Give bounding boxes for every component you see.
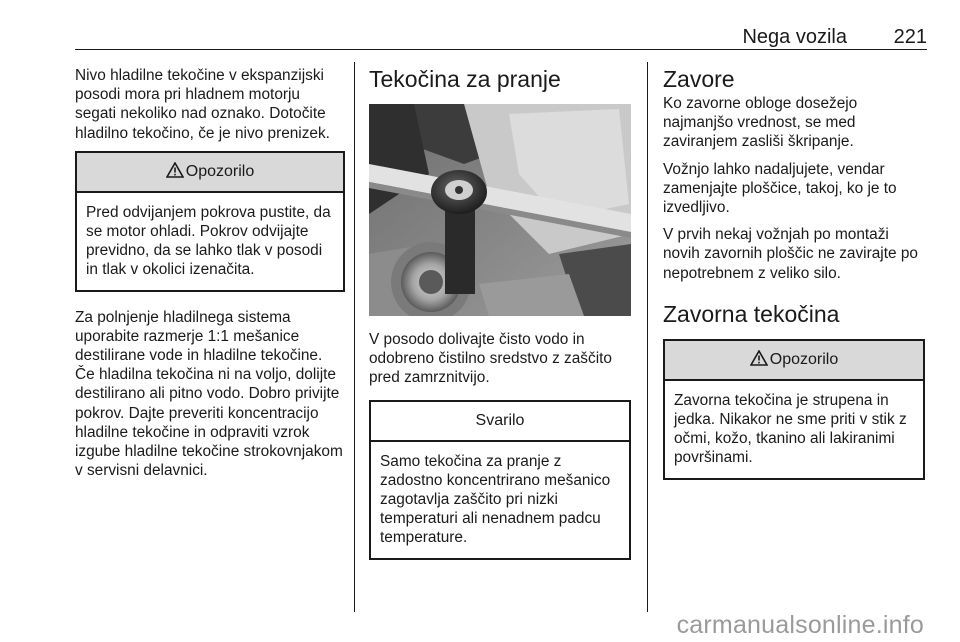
brake-warning-text: Zavorna tekočina je strupena in jedka. Nikakor ne sme priti v stik z očmi, kožo, tkanino ali lakiranimi površinami. <box>674 391 907 467</box>
warning-triangle-icon <box>750 350 768 366</box>
column-1 <box>75 66 345 488</box>
column-divider-2 <box>647 62 648 612</box>
page-number: 221 <box>893 26 927 48</box>
brake-pads-paragraph: Ko zavorne obloge dosežejo najmanjšo vrednost, se med zaviranjem zasliši škripanje. <box>663 95 858 151</box>
warning-header <box>77 153 343 193</box>
header-rule <box>75 49 927 50</box>
warning-text: Pred odvijanjem pokrova pustite, da se motor ohladi. Pokrov odvijajte previdno, da se lahko tlak v posodi in tlak v okolici izenačita. <box>86 203 331 279</box>
warning-triangle-icon <box>166 162 184 178</box>
brake-fluid-heading: Zavorna tekočina <box>663 300 840 327</box>
section-title: Nega vozila <box>742 26 847 48</box>
page-header <box>75 26 927 50</box>
watermark: carmanualsonline.info <box>676 611 924 639</box>
washer-fluid-heading: Tekočina za pranje <box>369 66 561 92</box>
warning-title: Opozorilo <box>185 162 255 180</box>
washer-fluid-paragraph: V posodo dolivajte čisto vodo in odobreno čistilno sredstvo z zaščito pred zamrznitvijo. <box>369 331 612 387</box>
notice-title: Svarilo <box>371 402 629 442</box>
coolant-fill-paragraph: Za polnjenje hladilnega sistema uporabite razmerje 1:1 mešanice destilirane vode in hladilne tekočine. Če hladilna tekočina ni na voljo, dolijte destilirano ali pitno vodo. Dobro privijte pokrov. Dajte preveriti koncentracijo hladilne tekočine in odpraviti vzrok izgube hladilne tekočine strokovnjakom v servisni delavnici. <box>75 308 343 480</box>
continue-driving-paragraph: Vožnjo lahko nadaljujete, vendar zamenjajte ploščice, takoj, ko je to izvedljivo. <box>663 160 897 217</box>
washer-fluid-reservoir-photo <box>369 104 631 316</box>
brake-warning-header <box>665 341 923 381</box>
brake-warning-title: Opozorilo <box>769 350 839 368</box>
new-pads-paragraph: V prvih nekaj vožnjah po montaži novih zavornih ploščic ne zavirajte po nepotrebnem z veliko silo. <box>663 226 918 282</box>
column-divider-1 <box>354 62 355 612</box>
brake-warning-box <box>663 339 925 480</box>
warning-box <box>75 151 345 292</box>
column-2 <box>369 66 631 560</box>
notice-box <box>369 400 631 560</box>
coolant-level-paragraph: Nivo hladilne tekočine v ekspanzijski posodi mora pri hladnem motorju segati nekoliko nad oznako. Dotočite hladilno tekočino, če je nivo prenizek. <box>75 67 330 142</box>
notice-text: Samo tekočina za pranje z zadostno koncentrirano mešanico zagotavlja zaščito pri nizki temperaturi ali nenadnem padcu temperature. <box>380 452 611 547</box>
column-3 <box>663 66 925 480</box>
brakes-heading: Zavore <box>663 66 735 92</box>
